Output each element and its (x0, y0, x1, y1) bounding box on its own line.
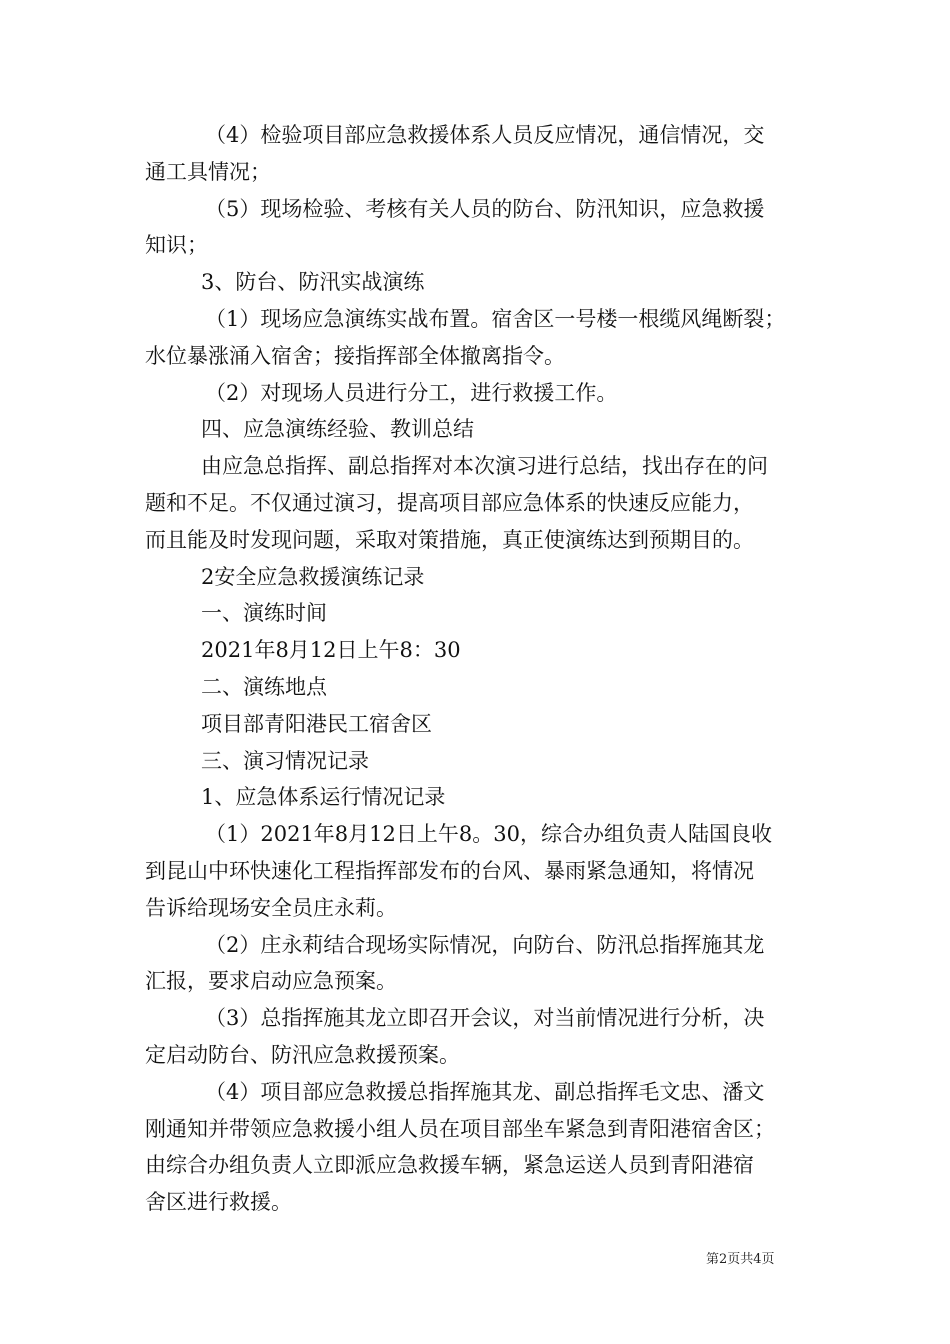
text-line: （2）对现场人员进行分工，进行救援工作。 (205, 380, 618, 405)
text-line: 舍区进行救援。 (145, 1190, 292, 1215)
text-line: 一、演练时间 (201, 601, 327, 626)
text-line: 题和不足。不仅通过演习，提高项目部应急体系的快速反应能力， (145, 490, 754, 515)
text-line: （2）庄永莉结合现场实际情况，向防台、防汛总指挥施其龙 (205, 932, 765, 957)
text-line: （5）现场检验、考核有关人员的防台、防汛知识，应急救援 (205, 196, 765, 221)
text-line: 水位暴涨涌入宿舍；接指挥部全体撤离指令。 (145, 343, 565, 368)
text-line: 刚通知并带领应急救援小组人员在项目部坐车紧急到青阳港宿舍区； (145, 1116, 775, 1141)
text-line: 而且能及时发现问题，采取对策措施，真正使演练达到预期目的。 (145, 527, 754, 552)
text-line: 1、应急体系运行情况记录 (201, 785, 446, 810)
text-line: 通工具情况； (145, 159, 271, 184)
text-line: 二、演练地点 (201, 674, 327, 699)
text-line: （4）项目部应急救援总指挥施其龙、副总指挥毛文忠、潘文 (205, 1079, 765, 1104)
text-line: 项目部青阳港民工宿舍区 (201, 711, 432, 736)
text-line: 四、应急演练经验、教训总结 (201, 417, 474, 442)
text-line: 3、防台、防汛实战演练 (201, 270, 425, 295)
text-line: 到昆山中环快速化工程指挥部发布的台风、暴雨紧急通知，将情况 (145, 858, 754, 883)
text-line: 知识； (145, 233, 208, 258)
text-line: 告诉给现场安全员庄永莉。 (145, 895, 397, 920)
text-line: 定启动防台、防汛应急救援预案。 (145, 1042, 460, 1067)
text-line: （1）2021年8月12日上午8。30，综合办组负责人陆国良收 (205, 822, 772, 847)
text-line: 2021年8月12日上午8：30 (201, 638, 461, 663)
text-line: 汇报，要求启动应急预案。 (145, 969, 397, 994)
document-body (145, 117, 810, 1221)
text-line: 2安全应急救援演练记录 (201, 564, 425, 589)
text-line: 三、演习情况记录 (201, 748, 369, 773)
text-line: 由综合办组负责人立即派应急救援车辆，紧急运送人员到青阳港宿 (145, 1153, 754, 1178)
text-line: （4）检验项目部应急救援体系人员反应情况，通信情况，交 (205, 123, 765, 147)
text-line: （1）现场应急演练实战布置。宿舍区一号楼一根缆风绳断裂； (205, 306, 786, 331)
text-line: 由应急总指挥、副总指挥对本次演习进行总结，找出存在的问 (201, 454, 768, 479)
page-number: 第2页共4页 (706, 1252, 775, 1267)
text-line: （3）总指挥施其龙立即召开会议，对当前情况进行分析，决 (205, 1006, 765, 1031)
